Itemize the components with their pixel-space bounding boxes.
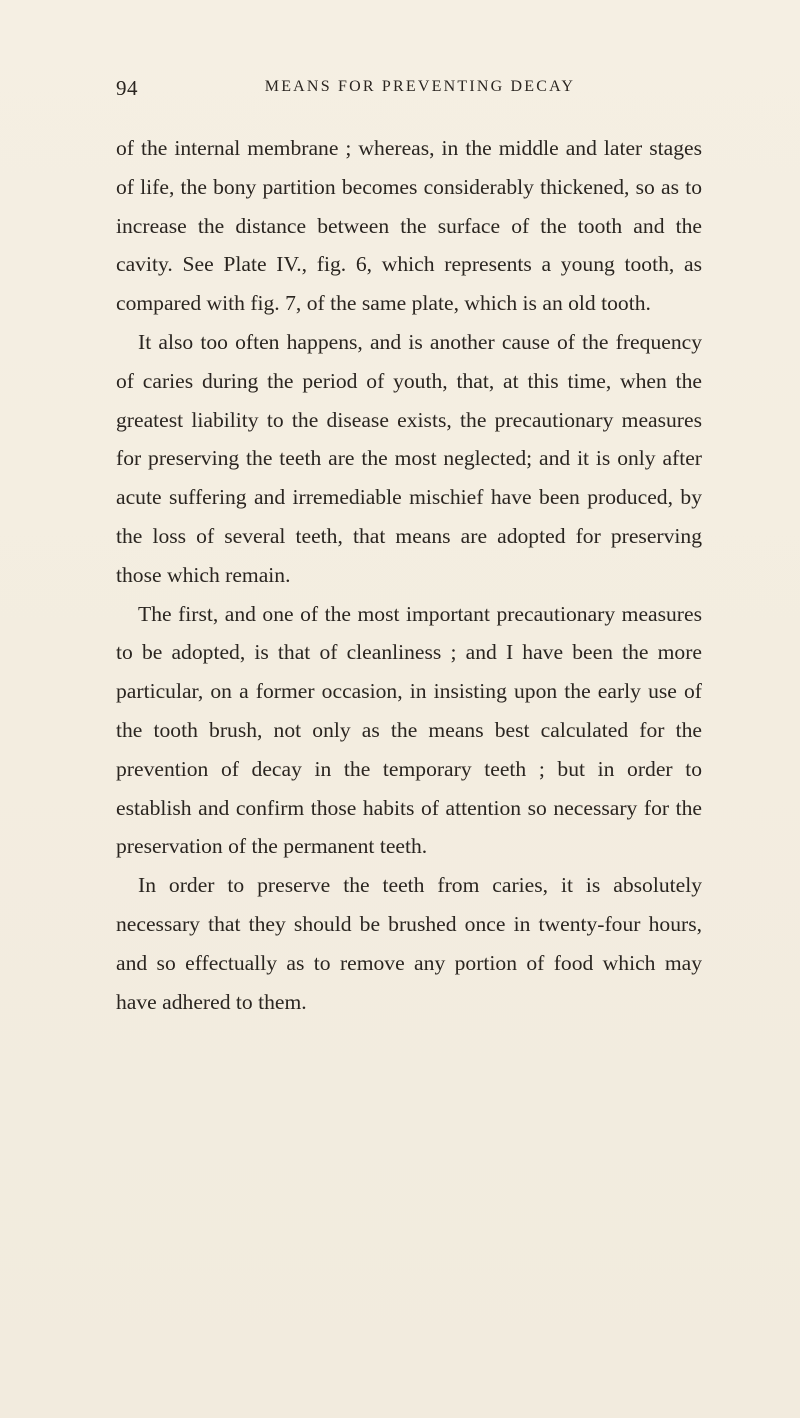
- paragraph: It also too often happens, and is another cause of the frequency of caries during the period of youth, that, at this time, when the greatest liability to the disease exists, the precautionary measures for preserving the teeth are the most neglected; and it is only after acute suffering and irremediable mischief have been produced, by the loss of several teeth, that means are adopted for preserving those which remain.: [116, 329, 702, 587]
- running-head: [116, 76, 702, 106]
- paragraph: The first, and one of the most important precautionary measures to be adopted, is that of cleanliness ; and I have been the more particular, on a former occasion, in insisting upon the early use of the tooth brush, not only as the means best calculated for the prevention of decay in the temporary teeth ; but in order to establish and confirm those habits of attention so necessary for the preservation of the permanent teeth.: [116, 601, 702, 859]
- page-number: 94: [116, 76, 138, 100]
- running-head-title: MEANS FOR PREVENTING DECAY: [264, 78, 576, 95]
- paragraph-continuation: of the internal membrane ; whereas, in the middle and later stages of life, the bony partition becomes considerably thickened, so as to increase the distance between the surface of the tooth and the cavity. See Plate IV., fig. 6, which represents a young tooth, as compared with fig. 7, of the same plate, which is an old tooth.: [116, 136, 702, 316]
- body-text: [116, 129, 702, 1021]
- paragraph: In order to preserve the teeth from caries, it is absolutely necessary that they should be brushed once in twenty-four hours, and so effectually as to remove any portion of food which may have adhered to them.: [116, 873, 702, 1014]
